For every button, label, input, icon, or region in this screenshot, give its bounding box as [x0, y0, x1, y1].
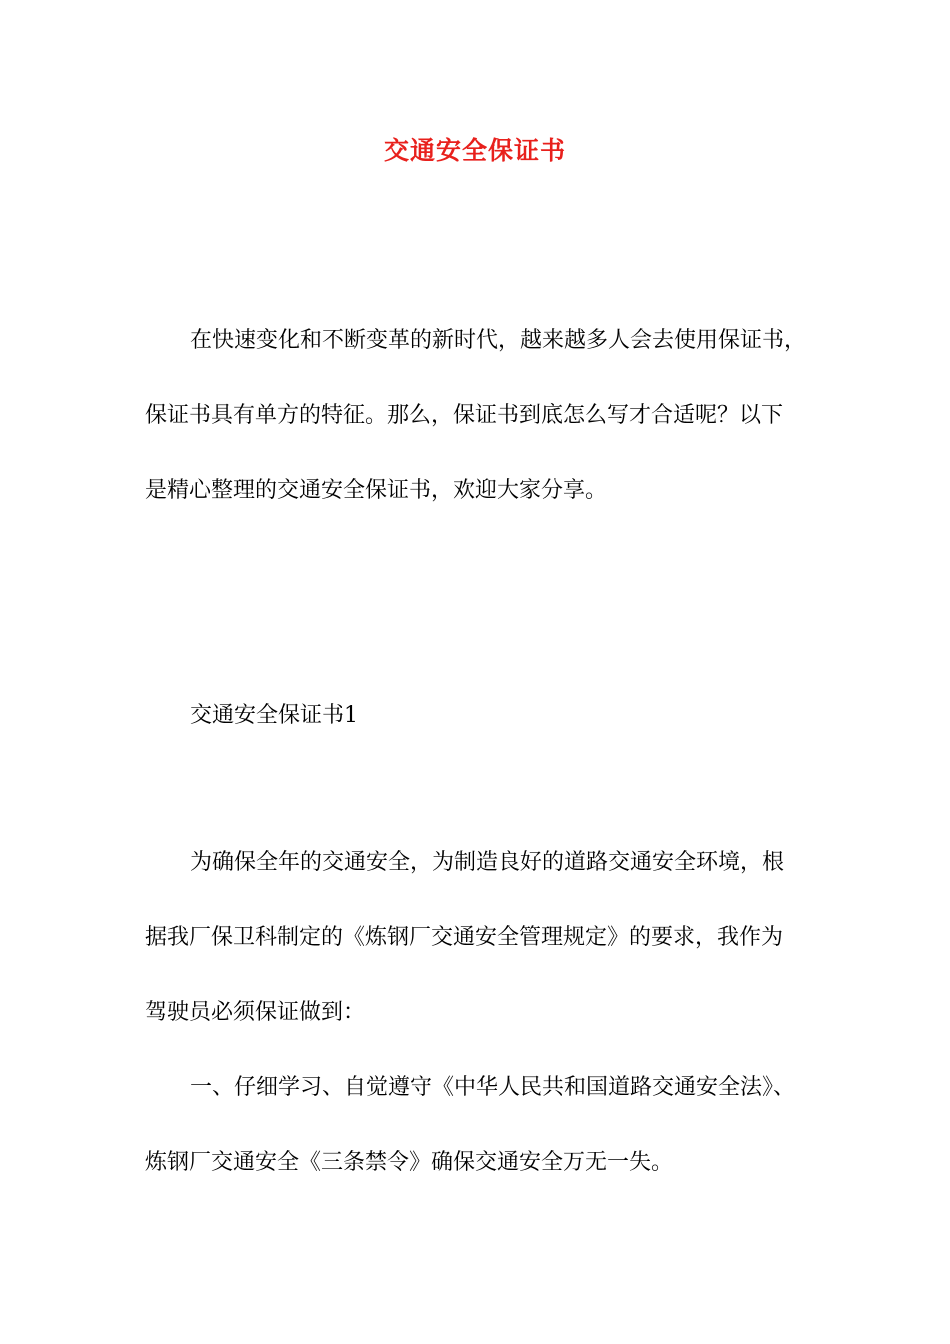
- body-line: 一、仔细学习、自觉遵守《中华人民共和国道路交通安全法》、: [190, 1075, 796, 1100]
- body-line: 驾驶员必须保证做到：: [145, 1000, 366, 1025]
- intro-line: 是精心整理的交通安全保证书，欢迎大家分享。: [145, 478, 608, 503]
- section-heading: 交通安全保证书1: [190, 703, 358, 728]
- body-line: 炼钢厂交通安全《三条禁令》确保交通安全万无一失。: [145, 1150, 674, 1175]
- intro-line: 在快速变化和不断变革的新时代，越来越多人会去使用保证书，: [190, 328, 807, 353]
- body-line: 为确保全年的交通安全，为制造良好的道路交通安全环境，根: [190, 850, 785, 875]
- document-title: 交通安全保证书: [383, 136, 566, 165]
- body-line: 据我厂保卫科制定的《炼钢厂交通安全管理规定》的要求，我作为: [145, 925, 784, 950]
- intro-line: 保证书具有单方的特征。那么，保证书到底怎么写才合适呢？以下: [145, 403, 784, 428]
